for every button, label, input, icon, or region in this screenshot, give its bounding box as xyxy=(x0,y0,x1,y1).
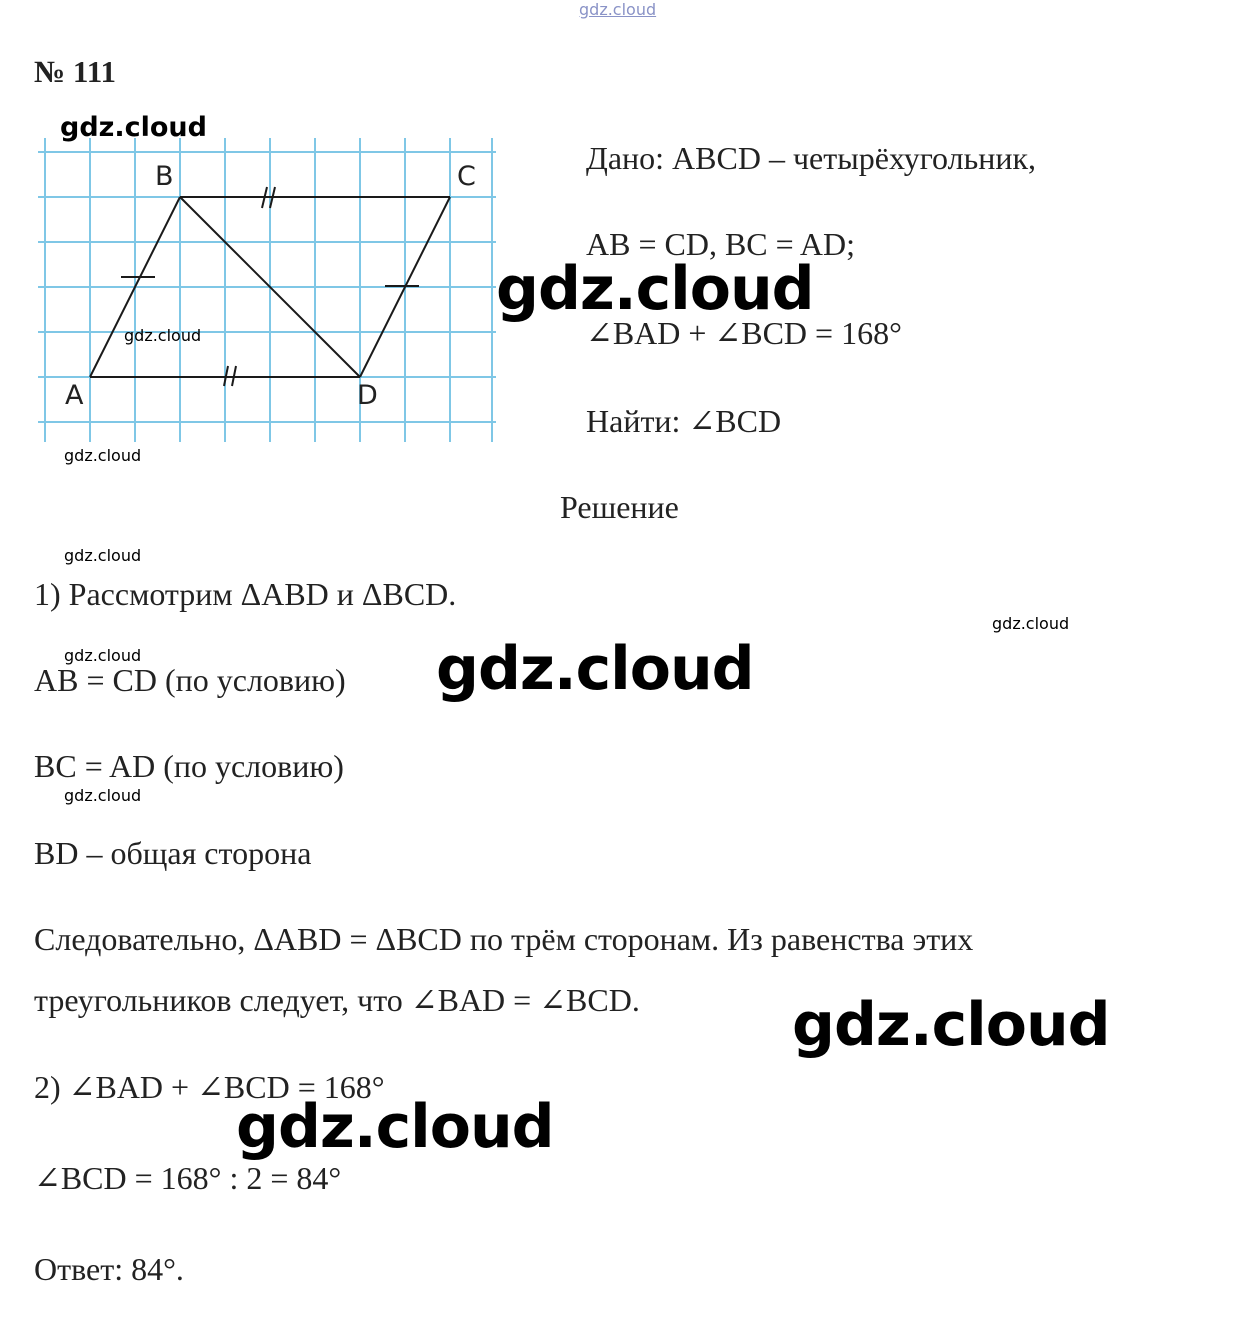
watermark-figure-bottom: gdz.cloud xyxy=(64,446,142,465)
answer: Ответ: 84°. xyxy=(34,1251,184,1287)
watermark-large-3: gdz.cloud xyxy=(792,990,1110,1060)
label-a: A xyxy=(65,380,84,411)
grid xyxy=(38,138,496,442)
given-line-1: Дано: ABCD – четырёхугольник, xyxy=(586,140,1036,176)
conclusion-line-1: Следовательно, ΔABD = ΔBCD по трём сторонам. Из равенства этих xyxy=(34,921,974,957)
parallelogram-figure xyxy=(38,138,496,442)
common-side-bd: BD – общая сторона xyxy=(34,835,312,871)
given-line-2: AB = CD, BC = AD; xyxy=(586,226,856,262)
watermark-figure-top: gdz.cloud xyxy=(60,112,207,143)
label-b: B xyxy=(155,161,174,192)
label-c: C xyxy=(457,161,476,192)
find-line: Найти: ∠BCD xyxy=(586,403,782,439)
given-line-3: ∠BAD + ∠BCD = 168° xyxy=(586,315,902,351)
conclusion-line-2: треугольников следует, что ∠BAD = ∠BCD. xyxy=(34,982,640,1018)
solution-heading: Решение xyxy=(560,489,679,525)
equality-bc-ad: BC = AD (по условию) xyxy=(34,748,344,784)
solution-step-1: 1) Рассмотрим ΔABD и ΔBCD. xyxy=(34,576,457,612)
watermark-small-1: gdz.cloud xyxy=(64,546,142,565)
watermark-figure-inner: gdz.cloud xyxy=(124,326,202,345)
watermark-large-4: gdz.cloud xyxy=(236,1092,554,1162)
watermark-large-2: gdz.cloud xyxy=(436,634,754,704)
solution-step-2: 2) ∠BAD + ∠BCD = 168° xyxy=(34,1069,385,1105)
watermark-large-1: gdz.cloud xyxy=(496,254,814,324)
watermark-top[interactable]: gdz.cloud xyxy=(579,0,657,19)
watermark-small-4: gdz.cloud xyxy=(64,786,142,805)
watermark-small-3: gdz.cloud xyxy=(64,646,142,665)
task-number: № 111 xyxy=(34,54,116,89)
label-d: D xyxy=(357,380,378,411)
equality-ab-cd: AB = CD (по условию) xyxy=(34,662,346,698)
calculation-bcd: ∠BCD = 168° : 2 = 84° xyxy=(34,1160,342,1196)
watermark-small-2: gdz.cloud xyxy=(992,614,1070,633)
